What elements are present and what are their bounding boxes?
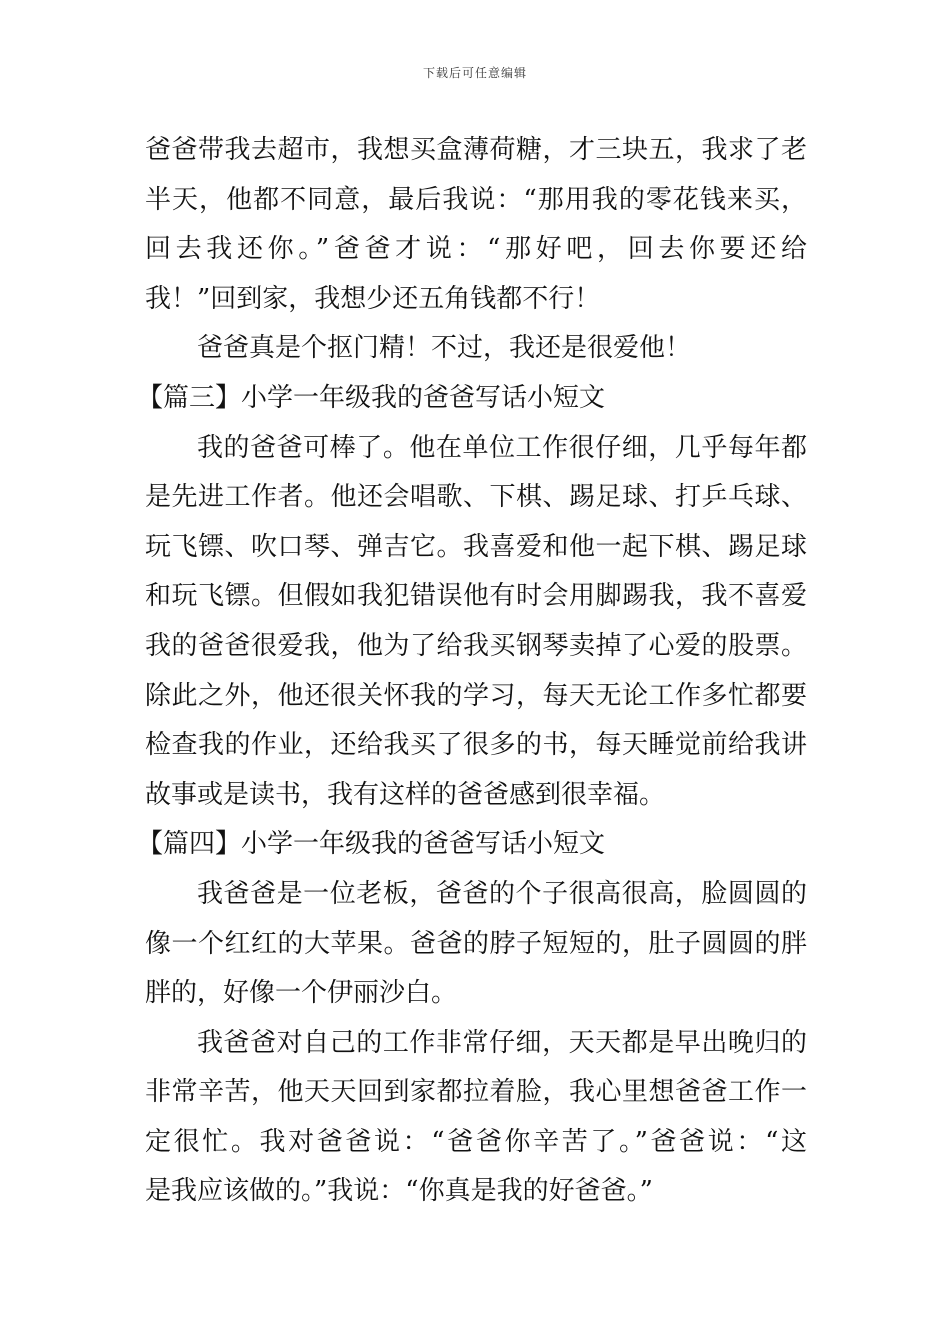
text-line: 是我应该做的。”我说：“你真是我的好爸爸。”: [145, 1176, 653, 1207]
text-line: 胖的，好像一个伊丽沙白。: [145, 978, 458, 1009]
text-line: 故事或是读书，我有这样的爸爸感到很幸福。: [145, 779, 666, 810]
paragraph-1: [145, 126, 807, 324]
paragraph-4: [145, 622, 807, 820]
text-line: 半天，他都不同意，最后我说：“那用我的零花钱来买，: [145, 184, 807, 215]
text-line: 和玩飞镖。但假如我犯错误他有时会用脚踢我，我不喜爱: [145, 581, 807, 612]
document-body: [137, 126, 807, 1217]
text-line: 像一个红红的大苹果。爸爸的脖子短短的，肚子圆圆的胖: [145, 928, 807, 959]
text-line: 是先进工作者。他还会唱歌、下棋、踢足球、打乒乓球、: [145, 482, 807, 513]
paragraph-5: [145, 870, 807, 1019]
text-line: 回去我还你。”爸爸才说：“那好吧，回去你要还给: [145, 234, 807, 265]
text-line: 定很忙。我对爸爸说：“爸爸你辛苦了。”爸爸说：“这: [145, 1126, 807, 1157]
paragraph-2: 爸爸真是个抠门精！不过，我还是很爱他！: [197, 333, 692, 364]
text-line: 我的爸爸很爱我，他为了给我买钢琴卖掉了心爱的股票。: [145, 630, 807, 661]
text-line: 非常辛苦，他天天回到家都拉着脸，我心里想爸爸工作一: [145, 1077, 807, 1108]
text-line: 检查我的作业，还给我买了很多的书，每天睡觉前给我讲: [145, 730, 807, 761]
paragraph-3: [145, 424, 807, 622]
text-line: 我爸爸是一位老板，爸爸的个子很高很高，脸圆圆的: [197, 878, 807, 909]
section-heading-4: 【篇四】小学一年级我的爸爸写话小短文: [137, 829, 606, 860]
text-line: 除此之外，他还很关怀我的学习，每天无论工作多忙都要: [145, 680, 807, 711]
text-line: 玩飞镖、吹口琴、弹吉它。我喜爱和他一起下棋、踢足球: [145, 531, 807, 562]
text-line: 我！”回到家，我想少还五角钱都不行！: [145, 283, 601, 314]
section-heading-3: 【篇三】小学一年级我的爸爸写话小短文: [137, 382, 606, 413]
text-line: 我的爸爸可棒了。他在单位工作很仔细，几乎每年都: [197, 432, 807, 463]
paragraph-6: [145, 1019, 807, 1217]
page-header: 下载后可任意编辑: [422, 66, 527, 80]
text-line: 我爸爸对自己的工作非常仔细，天天都是早出晚归的: [197, 1027, 807, 1058]
text-line: 爸爸带我去超市，我想买盒薄荷糖，才三块五，我求了老: [145, 135, 807, 165]
